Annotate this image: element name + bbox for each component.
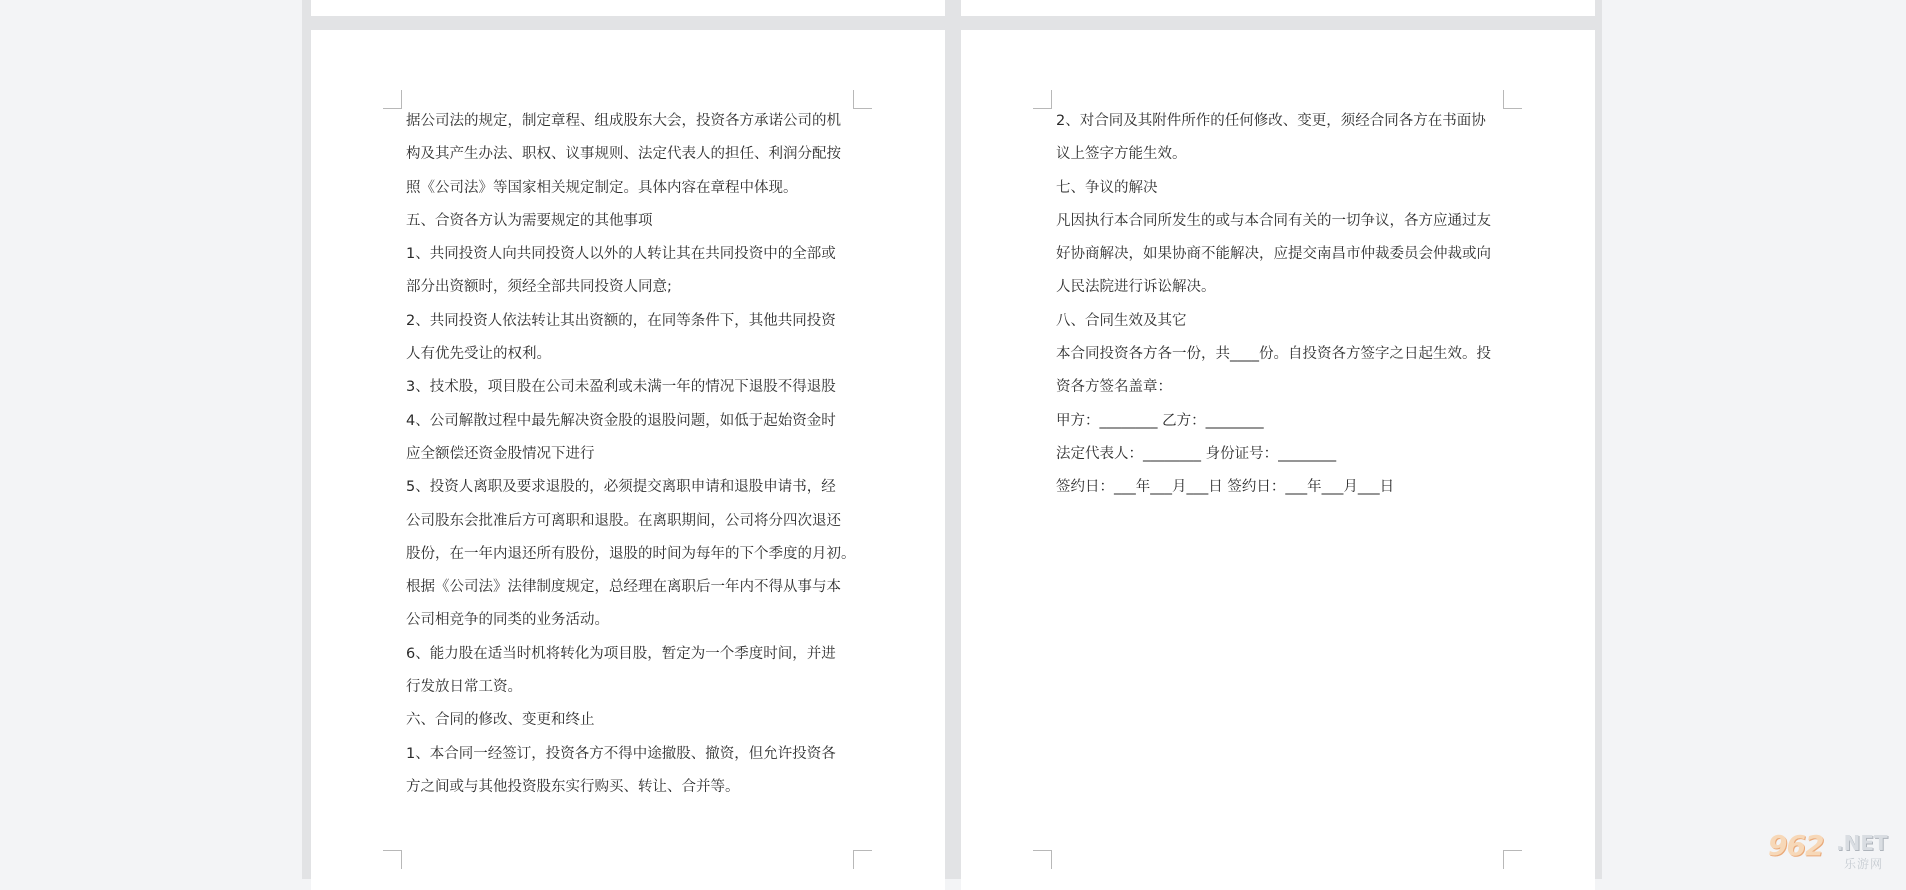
section-heading: 七、争议的解决 <box>1056 179 1158 196</box>
section-heading: 六、合同的修改、变更和终止 <box>406 712 595 729</box>
text-line: 公司相竞争的同类的业务活动。 <box>406 612 609 629</box>
watermark-chinese: 乐游网 <box>1844 857 1884 871</box>
text-line: 部分出资额时，须经全部共同投资人同意; <box>406 279 672 296</box>
signature-line-date: 签约日：___年___月___日 签约日：___年___月___日 <box>1056 479 1395 496</box>
text-line: 股份，在一年内退还所有股份，退股的时间为每年的下个季度的月初。 <box>406 545 856 562</box>
margin-corner-bottom-right <box>1503 850 1522 869</box>
site-watermark-logo <box>1766 829 1898 871</box>
previous-page-left-bottom <box>311 0 945 16</box>
text-line: 根据《公司法》法律制度规定，总经理在离职后一年内不得从事与本 <box>406 579 841 596</box>
margin-corner-bottom-left <box>1033 850 1052 869</box>
text-line: 2、共同投资人依法转让其出资额的，在同等条件下，其他共同投资 <box>406 312 836 329</box>
signature-line-representative: 法定代表人：________ 身份证号：________ <box>1056 445 1337 462</box>
page-body-text[interactable] <box>1056 105 1526 505</box>
section-heading: 五、合资各方认为需要规定的其他事项 <box>406 212 653 229</box>
text-line: 1、本合同一经签订，投资各方不得中途撤股、撤资，但允许投资各 <box>406 745 836 762</box>
watermark-suffix: .NET <box>1836 831 1888 855</box>
text-line: 5、投资人离职及要求退股的，必须提交离职申请和退股申请书，经 <box>406 479 836 496</box>
margin-corner-top-left <box>1033 90 1052 109</box>
text-line: 3、技术股，项目股在公司未盈利或未满一年的情况下退股不得退股 <box>406 379 836 396</box>
text-line: 议上签字方能生效。 <box>1056 146 1187 163</box>
margin-corner-bottom-left <box>383 850 402 869</box>
previous-page-right-bottom <box>961 0 1595 16</box>
text-line: 2、对合同及其附件所作的任何修改、变更，须经合同各方在书面协 <box>1056 113 1486 129</box>
text-line: 构及其产生办法、职权、议事规则、法定代表人的担任、利润分配按 <box>406 146 841 163</box>
watermark-number: 962 <box>1768 829 1824 862</box>
text-line: 人有优先受让的权利。 <box>406 346 551 363</box>
page-body-text[interactable] <box>406 105 876 804</box>
text-line: 方之间或与其他投资股东实行购买、转让、合并等。 <box>406 778 740 795</box>
section-heading: 八、合同生效及其它 <box>1056 312 1187 329</box>
text-line: 本合同投资各方各一份，共____份。自投资各方签字之日起生效。投 <box>1056 346 1491 363</box>
text-line: 1、共同投资人向共同投资人以外的人转让其在共同投资中的全部或 <box>406 246 836 263</box>
text-line: 6、能力股在适当时机将转化为项目股，暂定为一个季度时间，并进 <box>406 645 836 662</box>
text-line: 凡因执行本合同所发生的或与本合同有关的一切争议，各方应通过友 <box>1056 212 1491 229</box>
text-line: 照《公司法》等国家相关规定制定。具体内容在章程中体现。 <box>406 179 798 196</box>
document-page-left[interactable] <box>311 30 945 890</box>
text-line: 4、公司解散过程中最先解决资金股的退股问题，如低于起始资金时 <box>406 412 836 429</box>
text-line: 行发放日常工资。 <box>406 679 522 696</box>
margin-corner-top-left <box>383 90 402 109</box>
margin-corner-bottom-right <box>853 850 872 869</box>
signature-line-parties: 甲方：________ 乙方：________ <box>1056 412 1264 429</box>
text-line: 资各方签名盖章： <box>1056 379 1172 396</box>
text-line: 据公司法的规定，制定章程、组成股东大会，投资各方承诺公司的机 <box>406 113 841 129</box>
document-page-right[interactable] <box>961 30 1595 890</box>
text-line: 应全额偿还资金股情况下进行 <box>406 445 595 462</box>
text-line: 好协商解决，如果协商不能解决，应提交南昌市仲裁委员会仲裁或向 <box>1056 246 1491 263</box>
text-line: 人民法院进行诉讼解决。 <box>1056 279 1216 296</box>
text-line: 公司股东会批准后方可离职和退股。在离职期间，公司将分四次退还 <box>406 512 841 529</box>
